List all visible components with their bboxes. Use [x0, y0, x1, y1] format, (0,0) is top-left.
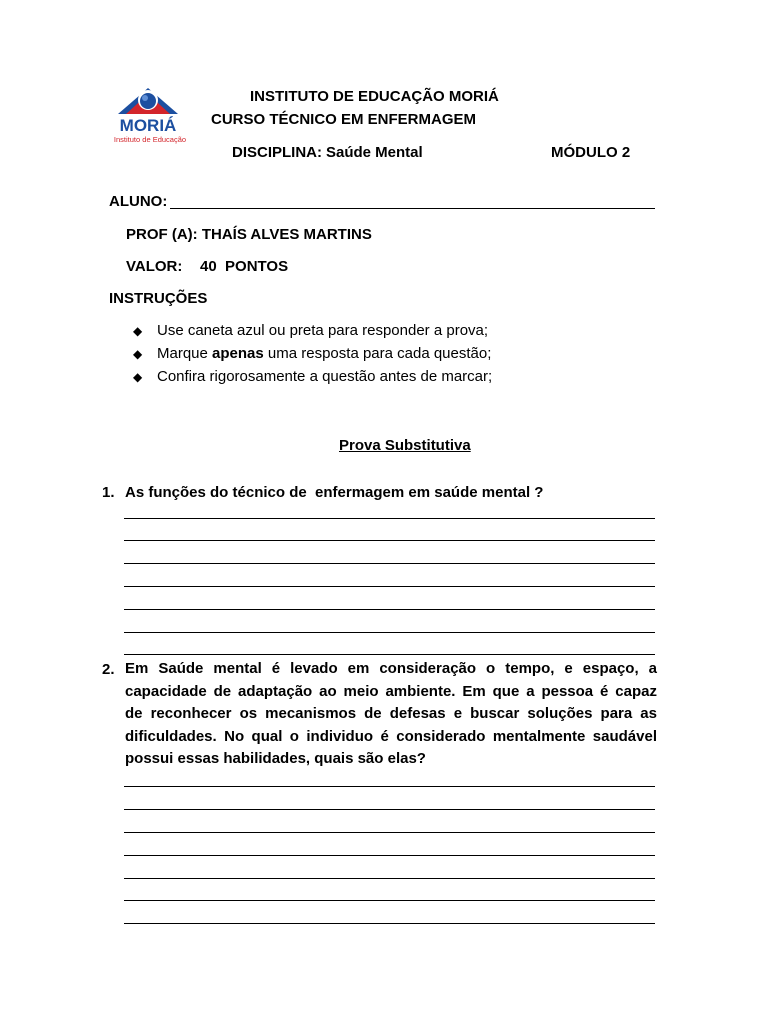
instructions-title: INSTRUÇÕES: [109, 290, 208, 307]
diamond-bullet-icon: ◆: [133, 324, 143, 338]
instruction-emphasis: apenas: [212, 345, 264, 362]
question-line: possui essas habilidades, quais são elas?: [125, 750, 426, 767]
value-label: VALOR:: [126, 258, 183, 275]
answer-line[interactable]: [124, 832, 655, 833]
logo-text: MORIÁ: [119, 116, 177, 135]
instruction-item: [157, 345, 491, 362]
question-number: 1.: [102, 484, 115, 501]
question-line: capacidade de adaptação ao meio ambiente. Em que a pessoa é capaz: [125, 682, 657, 700]
exam-title: Prova Substitutiva: [339, 437, 471, 454]
answer-line[interactable]: [124, 923, 655, 924]
answer-line[interactable]: [124, 809, 655, 810]
instruction-text: uma resposta para cada questão;: [263, 345, 492, 362]
value-points: 40 PONTOS: [200, 258, 289, 275]
instruction-item: Confira rigorosamente a questão antes de marcar;: [157, 368, 493, 385]
student-label: ALUNO:: [109, 193, 168, 210]
answer-line[interactable]: [124, 786, 655, 787]
answer-line[interactable]: [124, 654, 655, 655]
discipline-label: DISCIPLINA:: [232, 144, 322, 161]
discipline-value: Saúde Mental: [326, 144, 423, 161]
diamond-bullet-icon: ◆: [133, 347, 143, 361]
instruction-item: Use caneta azul ou preta para responder a prova;: [157, 322, 489, 339]
logo-subtext: Instituto de Educação: [113, 135, 187, 144]
answer-line[interactable]: [124, 586, 655, 587]
teacher-name: PROF (A): THAÍS ALVES MARTINS: [126, 226, 372, 243]
institution-logo: [108, 84, 188, 150]
course-name: CURSO TÉCNICO EM ENFERMAGEM: [211, 111, 477, 128]
instruction-text: Marque: [157, 345, 213, 362]
answer-line[interactable]: [124, 563, 655, 564]
student-name-line[interactable]: [170, 208, 655, 209]
institution-name: INSTITUTO DE EDUCAÇÃO MORIÁ: [250, 88, 499, 105]
answer-line[interactable]: [124, 609, 655, 610]
question-text: As funções do técnico de enfermagem em saúde mental ?: [125, 484, 544, 501]
module-label: MÓDULO 2: [551, 144, 631, 161]
answer-line[interactable]: [124, 518, 655, 519]
question-line: dificuldades. No qual o individuo é considerado mentalmente saudável: [125, 727, 657, 745]
answer-line[interactable]: [124, 878, 655, 879]
diamond-bullet-icon: ◆: [133, 370, 143, 384]
answer-line[interactable]: [124, 900, 655, 901]
question-text: [125, 658, 657, 771]
question-line: de reconhecer os mecanismos de defesas e buscar soluções para as: [125, 705, 657, 722]
answer-line[interactable]: [124, 540, 655, 541]
question-number: 2.: [102, 661, 115, 678]
moria-logo-icon: [108, 84, 188, 150]
answer-line[interactable]: [124, 632, 655, 633]
question-line: Em Saúde mental é levado em consideração o tempo, e espaço, a: [125, 660, 657, 677]
answer-line[interactable]: [124, 855, 655, 856]
